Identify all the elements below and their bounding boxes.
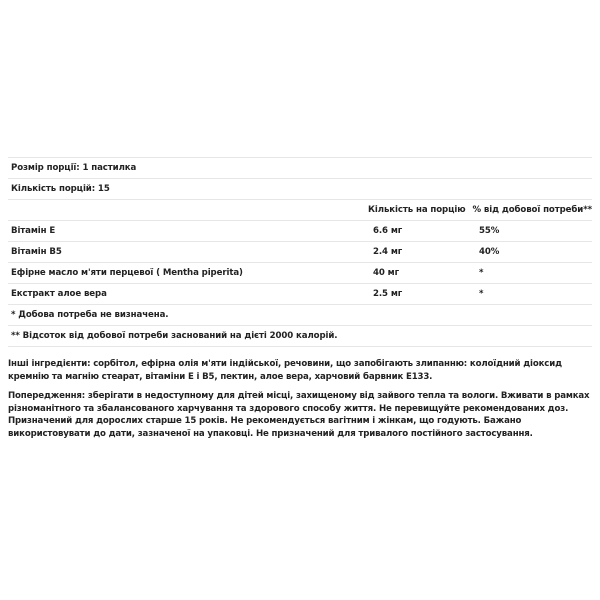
- ingredient-amount: 2.5 мг: [373, 289, 403, 299]
- table-row: [8, 221, 592, 242]
- header-daily-value: % від добової потреби**: [472, 205, 592, 215]
- ingredient-amount: 40 мг: [373, 268, 399, 278]
- footnote-row: [8, 305, 592, 326]
- table-row: [8, 242, 592, 263]
- table-header-row: [8, 200, 592, 221]
- ingredient-name: Вітамін B5: [11, 247, 62, 257]
- serving-count-row: [8, 179, 592, 200]
- header-amount: Кількість на порцію: [368, 205, 466, 215]
- serving-size-row: [8, 158, 592, 179]
- ingredient-name: Екстракт алое вера: [11, 289, 107, 299]
- ingredient-amount: 6.6 мг: [373, 226, 403, 236]
- warning-text: Попередження: зберігати в недоступному для дітей місці, захищеному від зайвого тепла та вологи. Вживати в рамках різноманітного та збалансованого харчування та здорового способу життя. Не перевищуйте рекомендованих доз. Призначений для дорослих старше 15 років. Не рекомендується вагітним і жінкам, що годують. Бажано використовувати до дати, зазначеної на упаковці. Не призначений для тривалого постійного застосування.: [8, 391, 590, 439]
- ingredient-name: Ефірне масло м'яти перцевої ( Mentha piperita): [11, 268, 243, 278]
- supplement-facts-table: [8, 157, 592, 347]
- ingredient-name: Вітамін E: [11, 226, 56, 236]
- other-ingredients: Інші інгредієнти: сорбітол, ефірна олія м'яти індійської, речовини, що запобігають злипанню: колоїдний діоксид кремнію та магнію стеарат, вітаміни Е і В5, пектин, алое вера, харчовий барвник Е133.: [8, 359, 562, 382]
- ingredient-daily-value: 55%: [479, 226, 500, 236]
- serving-size: Розмір порції: 1 пастилка: [11, 163, 137, 173]
- table-row: [8, 263, 592, 284]
- ingredient-daily-value: *: [479, 289, 484, 299]
- table-row: [8, 284, 592, 305]
- ingredient-daily-value: *: [479, 268, 484, 278]
- serving-count: Кількість порцій: 15: [11, 184, 110, 194]
- ingredient-amount: 2.4 мг: [373, 247, 403, 257]
- footnote-row: [8, 326, 592, 347]
- footnote-not-established: * Добова потреба не визначена.: [11, 310, 169, 320]
- footnote-daily-value-basis: ** Відсоток від добової потреби заснований на дієті 2000 калорій.: [11, 331, 338, 341]
- ingredient-daily-value: 40%: [479, 247, 500, 257]
